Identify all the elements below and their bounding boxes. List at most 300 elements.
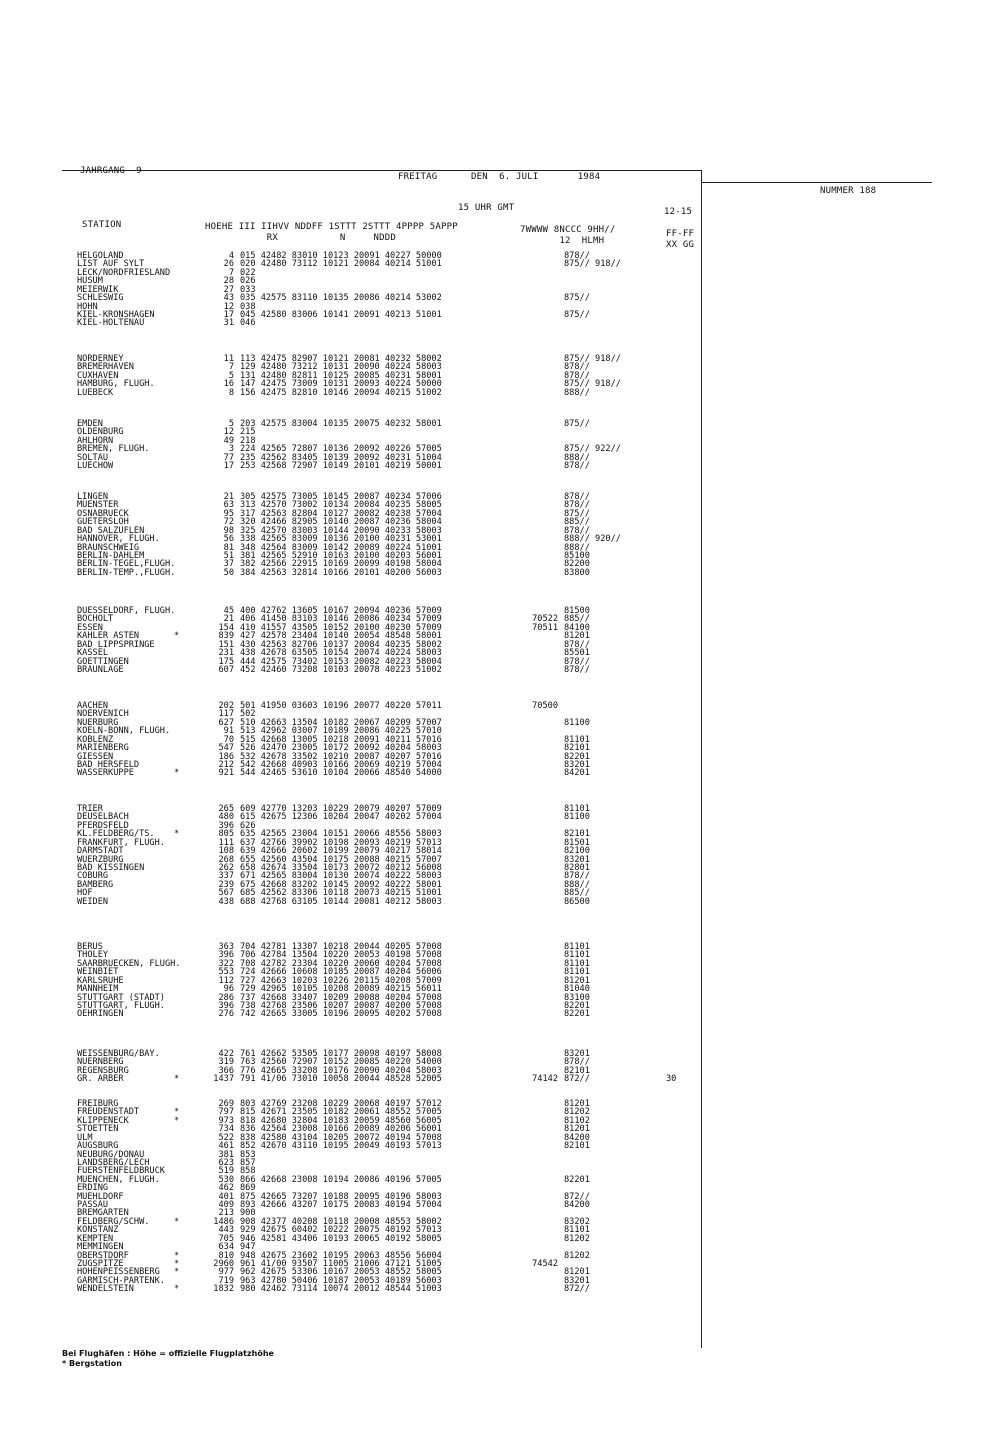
synop-groups: 430 42563 82706 10137 20084 40235 58002	[240, 639, 442, 650]
cloud-group: 875//	[564, 508, 590, 519]
station-height: 45	[223, 606, 234, 616]
station-height: 37	[223, 559, 234, 570]
synop-groups: 438 42678 63505 10154 20074 40224 58003	[240, 648, 442, 659]
table-row	[0, 363, 1000, 371]
synop-groups: 526 42470 23005 10172 20092 40204 58003	[240, 743, 442, 754]
station-name: OBERSTDORF	[77, 1250, 129, 1261]
station-height: 7	[228, 267, 234, 278]
synop-groups: 866 42668 23008 10194 20086 40196 57005	[240, 1174, 442, 1185]
cloud-group: 81101	[564, 1225, 590, 1236]
station-height: 21	[223, 492, 234, 502]
cloud-group: 878//	[564, 500, 590, 511]
synop-groups: 900	[240, 1208, 256, 1219]
station-name: OLDENBURG	[77, 427, 124, 438]
station-name: GARMISCH-PARTENK.	[77, 1275, 165, 1286]
table-row	[0, 1002, 1000, 1010]
synop-groups: 980 42462 73114 10074 20012 48544 51003	[240, 1284, 442, 1295]
station-name: SAARBRUECKEN, FLUGH.	[77, 958, 181, 969]
cloud-group: 84200	[564, 1132, 590, 1143]
synop-groups: 675 42668 83202 10145 20092 40222 58001	[240, 879, 442, 890]
cloud-group: 83201	[564, 759, 590, 770]
mountain-marker: *	[174, 1074, 180, 1085]
station-name: KOELN-BONN, FLUGH.	[77, 726, 171, 737]
cloud-group: 83201	[564, 1275, 590, 1286]
cloud-group: 85100	[564, 550, 590, 561]
station-name: ESSEN	[77, 622, 103, 633]
station-height: 1437	[213, 1074, 234, 1085]
weather-group: 74142	[532, 1074, 558, 1085]
station-height: 98	[223, 525, 234, 536]
synop-groups: 742 42665 33005 10196 20095 40202 57008	[240, 1009, 442, 1020]
synop-groups: 869	[240, 1183, 256, 1194]
cloud-group: 82201	[564, 1009, 590, 1020]
synop-groups: 947	[240, 1242, 256, 1253]
synop-groups: 452 42460 73208 10103 20078 40223 51002	[240, 664, 442, 675]
station-height: 734	[218, 1124, 234, 1135]
synop-groups: 852 42670 43110 10195 20049 40193 57013	[240, 1141, 442, 1152]
table-row	[0, 1075, 1000, 1083]
station-name: MUEHLDORF	[77, 1191, 124, 1202]
jahrgang: JAHRGANG 9	[80, 166, 142, 176]
station-name: NORDERNEY	[77, 354, 124, 364]
station-height: 231	[218, 648, 234, 659]
cloud-group: 83100	[564, 992, 590, 1003]
synop-groups: 038	[240, 301, 256, 312]
synop-groups: 685 42562 83306 10118 20073 40215 51001	[240, 888, 442, 899]
station-name: KEMPTEN	[77, 1233, 114, 1244]
station-height: 719	[218, 1275, 234, 1286]
synop-groups: 015 42482 83010 10123 20091 40227 50000	[240, 251, 442, 261]
station-height: 269	[218, 1099, 234, 1109]
table-row	[0, 753, 1000, 761]
synop-groups: 727 42663 10203 10226 20115 40208 57009	[240, 975, 442, 986]
station-name: WEIDEN	[77, 896, 109, 907]
synop-groups: 406 41450 83103 10146 20086 40234 57009	[240, 614, 442, 625]
station-name: WUERZBURG	[77, 854, 124, 865]
station-name: LIST AUF SYLT	[77, 259, 145, 270]
weather-group: 70500	[532, 701, 558, 711]
synop-groups: 400 42762 13605 10167 20094 40236 57009	[240, 606, 442, 616]
station-name: BREMEN, FLUGH.	[77, 444, 150, 455]
column-right: 7WWWW 8NCCC 9HH//	[520, 225, 616, 235]
cloud-group: 888//	[564, 387, 590, 398]
station-height: 28	[223, 276, 234, 287]
column-main-sub: RX N NDDD	[205, 233, 397, 243]
station-height: 805	[218, 829, 234, 840]
station-height: 50	[223, 567, 234, 578]
synop-groups: 671 42565 83004 10130 20074 40222 58003	[240, 871, 442, 882]
station-height: 627	[218, 717, 234, 728]
table-row	[0, 454, 1000, 462]
table-row	[0, 1134, 1000, 1142]
station-height: 422	[218, 1049, 234, 1059]
station-name: KASSEL	[77, 648, 109, 659]
synop-groups: 738 42768 23506 10207 20087 40200 57008	[240, 1000, 442, 1011]
cloud-group: 81040	[564, 984, 590, 995]
station-name: LINGEN	[77, 492, 109, 502]
synop-groups: 325 42570 83003 10144 20090 40233 58003	[240, 525, 442, 536]
table-row	[0, 666, 1000, 674]
station-height: 547	[218, 743, 234, 754]
table-row	[0, 493, 1000, 501]
cloud-group: 878//	[564, 251, 590, 261]
cloud-group: 872//	[564, 1284, 590, 1295]
table-row	[0, 535, 1000, 543]
cloud-group: 82100	[564, 846, 590, 857]
station-height: 396	[218, 820, 234, 831]
cloud-group: 875// 918//	[564, 259, 621, 270]
synop-groups: 704 42781 13307 10218 20044 40205 57008	[240, 942, 442, 952]
station-name: REGENSBURG	[77, 1065, 129, 1076]
station-name: MUENCHEN, FLUGH.	[77, 1174, 160, 1185]
station-name: KIEL-KRONSHAGEN	[77, 309, 155, 320]
station-height: 381	[218, 1149, 234, 1160]
station-height: 151	[218, 639, 234, 650]
station-height: 839	[218, 631, 234, 642]
cloud-group: 878//	[564, 525, 590, 536]
synop-groups: 156 42475 82810 10146 20094 40215 51002	[240, 387, 442, 398]
station-height: 95	[223, 508, 234, 519]
cloud-group: 878//	[564, 1057, 590, 1068]
mountain-marker: *	[174, 1267, 180, 1278]
station-name: FRANKFURT, FLUGH.	[77, 837, 165, 848]
synop-groups: 836 42564 23008 10166 20089 40206 56001	[240, 1124, 442, 1135]
station-name: AUGSBURG	[77, 1141, 119, 1152]
synop-groups: 853	[240, 1149, 256, 1160]
station-height: 108	[218, 846, 234, 857]
table-row	[0, 544, 1000, 552]
station-height: 96	[223, 984, 234, 995]
station-name: OSNABRUECK	[77, 508, 129, 519]
station-name: OEHRINGEN	[77, 1009, 124, 1020]
table-row	[0, 889, 1000, 897]
mountain-marker: *	[174, 1107, 180, 1118]
mountain-marker: *	[174, 1284, 180, 1295]
synop-groups: 815 42671 23505 10182 20061 48552 57005	[240, 1107, 442, 1118]
synop-groups: 639 42666 20602 10199 20079 40217 58014	[240, 846, 442, 857]
cloud-group: 81102	[564, 1115, 590, 1126]
station-height: 111	[218, 837, 234, 848]
station-name: BAD KISSINGEN	[77, 862, 145, 873]
synop-groups: 875 42665 73207 10188 20095 40196 58003	[240, 1191, 442, 1202]
station-name: GOETTINGEN	[77, 656, 129, 667]
synop-groups: 515 42668 13005 10218 20091 40211 57016	[240, 734, 442, 745]
synop-groups: 776 42665 33208 10176 20090 40204 58003	[240, 1065, 442, 1076]
synop-groups: 427 42578 23404 10140 20054 48548 58001	[240, 631, 442, 642]
table-row	[0, 960, 1000, 968]
station-height: 553	[218, 967, 234, 978]
station-name: MANNHEIM	[77, 984, 119, 995]
cloud-group: 82201	[564, 751, 590, 762]
table-row	[0, 658, 1000, 666]
station-height: 268	[218, 854, 234, 865]
table-row	[0, 355, 1000, 363]
station-height: 322	[218, 958, 234, 969]
cloud-group: 82201	[564, 1000, 590, 1011]
synop-groups: 791 41/06 73010 10058 20044 48528 52005	[240, 1074, 442, 1085]
station-name: GUETERSLOH	[77, 517, 129, 528]
table-row	[0, 1201, 1000, 1209]
table-row	[0, 856, 1000, 864]
header-rule	[702, 182, 932, 183]
station-height: 154	[218, 622, 234, 633]
cloud-group: 81100	[564, 717, 590, 728]
station-name: BRAUNLAGE	[77, 664, 124, 675]
station-height: 366	[218, 1065, 234, 1076]
synop-groups: 384 42563 32814 10166 20101 40200 56003	[240, 567, 442, 578]
station-name: SCHLESWIG	[77, 293, 124, 304]
column-far-sub: XX GG	[666, 240, 695, 250]
cloud-group: 885//	[564, 888, 590, 899]
station-name: CUXHAVEN	[77, 370, 119, 381]
station-name: AACHEN	[77, 701, 109, 711]
table-row	[0, 1100, 1000, 1108]
station-height: 519	[218, 1166, 234, 1177]
synop-groups: 305 42575 73005 10145 20087 40234 57006	[240, 492, 442, 502]
mountain-marker: *	[174, 829, 180, 840]
station-name: WEINBIET	[77, 967, 119, 978]
station-name: PFERDSFELD	[77, 820, 129, 831]
table-row	[0, 445, 1000, 453]
synop-groups: 338 42565 83009 10136 20100 40231 53001	[240, 534, 442, 545]
station-height: 276	[218, 1009, 234, 1020]
station-name: HOF	[77, 888, 93, 899]
station-name: WEISSENBURG/BAY.	[77, 1049, 160, 1059]
cloud-group: 875// 922//	[564, 444, 621, 455]
cloud-group: 875// 918//	[564, 379, 621, 390]
table-row	[0, 420, 1000, 428]
synop-groups: 724 42666 10608 10185 20087 40204 56006	[240, 967, 442, 978]
cloud-group: 83201	[564, 1049, 590, 1059]
synop-groups: 857	[240, 1157, 256, 1168]
table-row	[0, 736, 1000, 744]
synop-groups: 615 42675 12306 10204 20047 40202 57004	[240, 812, 442, 823]
table-row	[0, 847, 1000, 855]
table-row	[0, 1125, 1000, 1133]
table-row	[0, 624, 1000, 632]
station-height: 973	[218, 1115, 234, 1126]
station-height: 567	[218, 888, 234, 899]
station-height: 337	[218, 871, 234, 882]
synop-groups: 635 42565 23004 10151 20066 48556 58003	[240, 829, 442, 840]
cloud-group: 872//	[564, 1191, 590, 1202]
station-name: WASSERKUPPE	[77, 768, 134, 779]
column-station: STATION	[82, 220, 122, 230]
station-height: 286	[218, 992, 234, 1003]
synop-groups: 818 42680 32804 10183 20059 48560 56005	[240, 1115, 442, 1126]
station-height: 27	[223, 284, 234, 295]
station-name: BAD LIPPSPRINGE	[77, 639, 155, 650]
cloud-group: 888//	[564, 452, 590, 463]
synop-groups: 382 42566 22915 10169 20099 40198 58004	[240, 559, 442, 570]
synop-groups: 688 42768 63105 10144 20081 40212 58003	[240, 896, 442, 907]
table-row	[0, 1193, 1000, 1201]
table-row	[0, 1243, 1000, 1251]
station-name: STUTTGART (STADT)	[77, 992, 165, 1003]
synop-groups: 961 41/00 93507 11005 21006 47121 51005	[240, 1258, 442, 1269]
table-row	[0, 380, 1000, 388]
synop-groups: 317 42563 82804 10127 20082 40238 57004	[240, 508, 442, 519]
station-height: 319	[218, 1057, 234, 1068]
station-height: 1832	[213, 1284, 234, 1295]
station-height: 202	[218, 701, 234, 711]
table-row	[0, 805, 1000, 813]
cloud-group: 81201	[564, 1099, 590, 1109]
issue-date: FREITAG DEN 6. JULI 1984	[398, 172, 601, 182]
cloud-group: 81201	[564, 1267, 590, 1278]
cloud-group: 888//	[564, 542, 590, 553]
cloud-group: 878//	[564, 362, 590, 373]
cloud-group: 878//	[564, 461, 590, 472]
station-height: 63	[223, 500, 234, 511]
station-height: 77	[223, 452, 234, 463]
cloud-group: 878//	[564, 664, 590, 675]
synop-groups: 235 42562 83405 10139 20092 40231 51004	[240, 452, 442, 463]
table-row	[0, 319, 1000, 327]
table-row	[0, 881, 1000, 889]
cloud-group: 81101	[564, 950, 590, 961]
synop-groups: 035 42575 83110 10135 20086 40214 53002	[240, 293, 442, 304]
station-name: NUERBURG	[77, 717, 119, 728]
station-name: MEIERWIK	[77, 284, 119, 295]
station-height: 396	[218, 950, 234, 961]
cloud-group: 83202	[564, 1216, 590, 1227]
station-height: 186	[218, 751, 234, 762]
station-name: BERLIN-DAHLEM	[77, 550, 145, 561]
synop-groups: 046	[240, 318, 256, 329]
table-row	[0, 1108, 1000, 1116]
mountain-marker: *	[174, 631, 180, 642]
station-height: 522	[218, 1132, 234, 1143]
station-height: 810	[218, 1250, 234, 1261]
station-name: ZUGSPITZE	[77, 1258, 124, 1269]
cloud-group: 81202	[564, 1107, 590, 1118]
station-height: 705	[218, 1233, 234, 1244]
station-height: 17	[223, 461, 234, 472]
cloud-group: 83201	[564, 854, 590, 865]
station-name: LUECHOW	[77, 461, 114, 472]
station-height: 480	[218, 812, 234, 823]
station-height: 401	[218, 1191, 234, 1202]
table-row	[0, 710, 1000, 718]
table-row	[0, 1226, 1000, 1234]
synop-groups: 609 42770 13203 10229 20079 40207 57009	[240, 804, 442, 814]
station-height: 43	[223, 293, 234, 304]
table-row	[0, 1285, 1000, 1293]
station-height: 17	[223, 309, 234, 320]
table-row	[0, 813, 1000, 821]
station-height: 462	[218, 1183, 234, 1194]
cloud-group: 81501	[564, 837, 590, 848]
table-row	[0, 1151, 1000, 1159]
synop-groups: 313 42570 73002 10134 20084 40235 58005	[240, 500, 442, 511]
station-name: BREMGARTEN	[77, 1208, 129, 1219]
station-name: KLIPPENECK	[77, 1115, 129, 1126]
synop-groups: 532 42678 33502 10210 20087 40207 57016	[240, 751, 442, 762]
station-height: 607	[218, 664, 234, 675]
synop-groups: 737 42668 33407 10209 20088 40204 57008	[240, 992, 442, 1003]
table-row	[0, 968, 1000, 976]
cloud-group: 81202	[564, 1250, 590, 1261]
synop-groups: 893 42666 43207 10175 20083 40194 57004	[240, 1200, 442, 1211]
station-name: DARMSTADT	[77, 846, 124, 857]
table-row	[0, 607, 1000, 615]
table-row	[0, 1218, 1000, 1226]
station-name: EMDEN	[77, 419, 103, 429]
station-name: LECK/NORDFRIESLAND	[77, 267, 171, 278]
cloud-group: 85501	[564, 648, 590, 659]
station-height: 56	[223, 534, 234, 545]
weather-group: 74542	[532, 1258, 558, 1269]
synop-groups: 022	[240, 267, 256, 278]
station-name: COBURG	[77, 871, 109, 882]
table-row	[0, 1058, 1000, 1066]
station-name: MUENSTER	[77, 500, 119, 511]
table-row	[0, 389, 1000, 397]
station-name: HELGOLAND	[77, 251, 124, 261]
synop-groups: 033	[240, 284, 256, 295]
station-name: BRAUNSCHWEIG	[77, 542, 140, 553]
station-height: 623	[218, 1157, 234, 1168]
cloud-group: 878//	[564, 492, 590, 502]
table-row	[0, 864, 1000, 872]
cloud-group: 81201	[564, 975, 590, 986]
synop-groups: 626	[240, 820, 256, 831]
station-height: 21	[223, 614, 234, 625]
station-name: GR. ARBER	[77, 1074, 124, 1085]
station-height: 921	[218, 768, 234, 779]
station-height: 16	[223, 379, 234, 390]
table-row	[0, 1252, 1000, 1260]
cloud-group: 878//	[564, 871, 590, 882]
station-name: KAHLER ASTEN	[77, 631, 140, 642]
table-row	[0, 1117, 1000, 1125]
table-row	[0, 1235, 1000, 1243]
station-name: ERDING	[77, 1183, 109, 1194]
cloud-group: 81201	[564, 1124, 590, 1135]
station-height: 634	[218, 1242, 234, 1253]
synop-groups: 513 42962 03007 10189 20086 40225 57010	[240, 726, 442, 737]
synop-groups: 838 42580 43104 10205 20072 40194 57008	[240, 1132, 442, 1143]
cloud-group: 878//	[564, 370, 590, 381]
station-height: 12	[223, 427, 234, 438]
station-height: 12	[223, 301, 234, 312]
synop-groups: 962 42675 53306 10167 20053 48552 58005	[240, 1267, 442, 1278]
synop-groups: 131 42480 82811 10125 20085 40231 58001	[240, 370, 442, 381]
table-row	[0, 1176, 1000, 1184]
station-height: 81	[223, 542, 234, 553]
synop-groups: 444 42575 73402 10153 20082 40223 58004	[240, 656, 442, 667]
station-name: HAMBURG, FLUGH.	[77, 379, 155, 390]
station-height: 363	[218, 942, 234, 952]
cloud-group: 83800	[564, 567, 590, 578]
station-height: 26	[223, 259, 234, 270]
table-row	[0, 727, 1000, 735]
cloud-group: 81101	[564, 967, 590, 978]
station-name: HOHN	[77, 301, 98, 312]
station-height: 8	[228, 387, 234, 398]
mountain-marker: *	[174, 1258, 180, 1269]
station-height: 91	[223, 726, 234, 737]
station-name: KIEL-HOLTENAU	[77, 318, 145, 329]
cloud-group: 81101	[564, 804, 590, 814]
table-row	[0, 977, 1000, 985]
station-height: 409	[218, 1200, 234, 1211]
synop-groups: 948 42675 23602 10195 20063 48556 56004	[240, 1250, 442, 1261]
table-row	[0, 569, 1000, 577]
station-height: 31	[223, 318, 234, 329]
synop-groups: 510 42663 13504 10182 20067 40209 57007	[240, 717, 442, 728]
